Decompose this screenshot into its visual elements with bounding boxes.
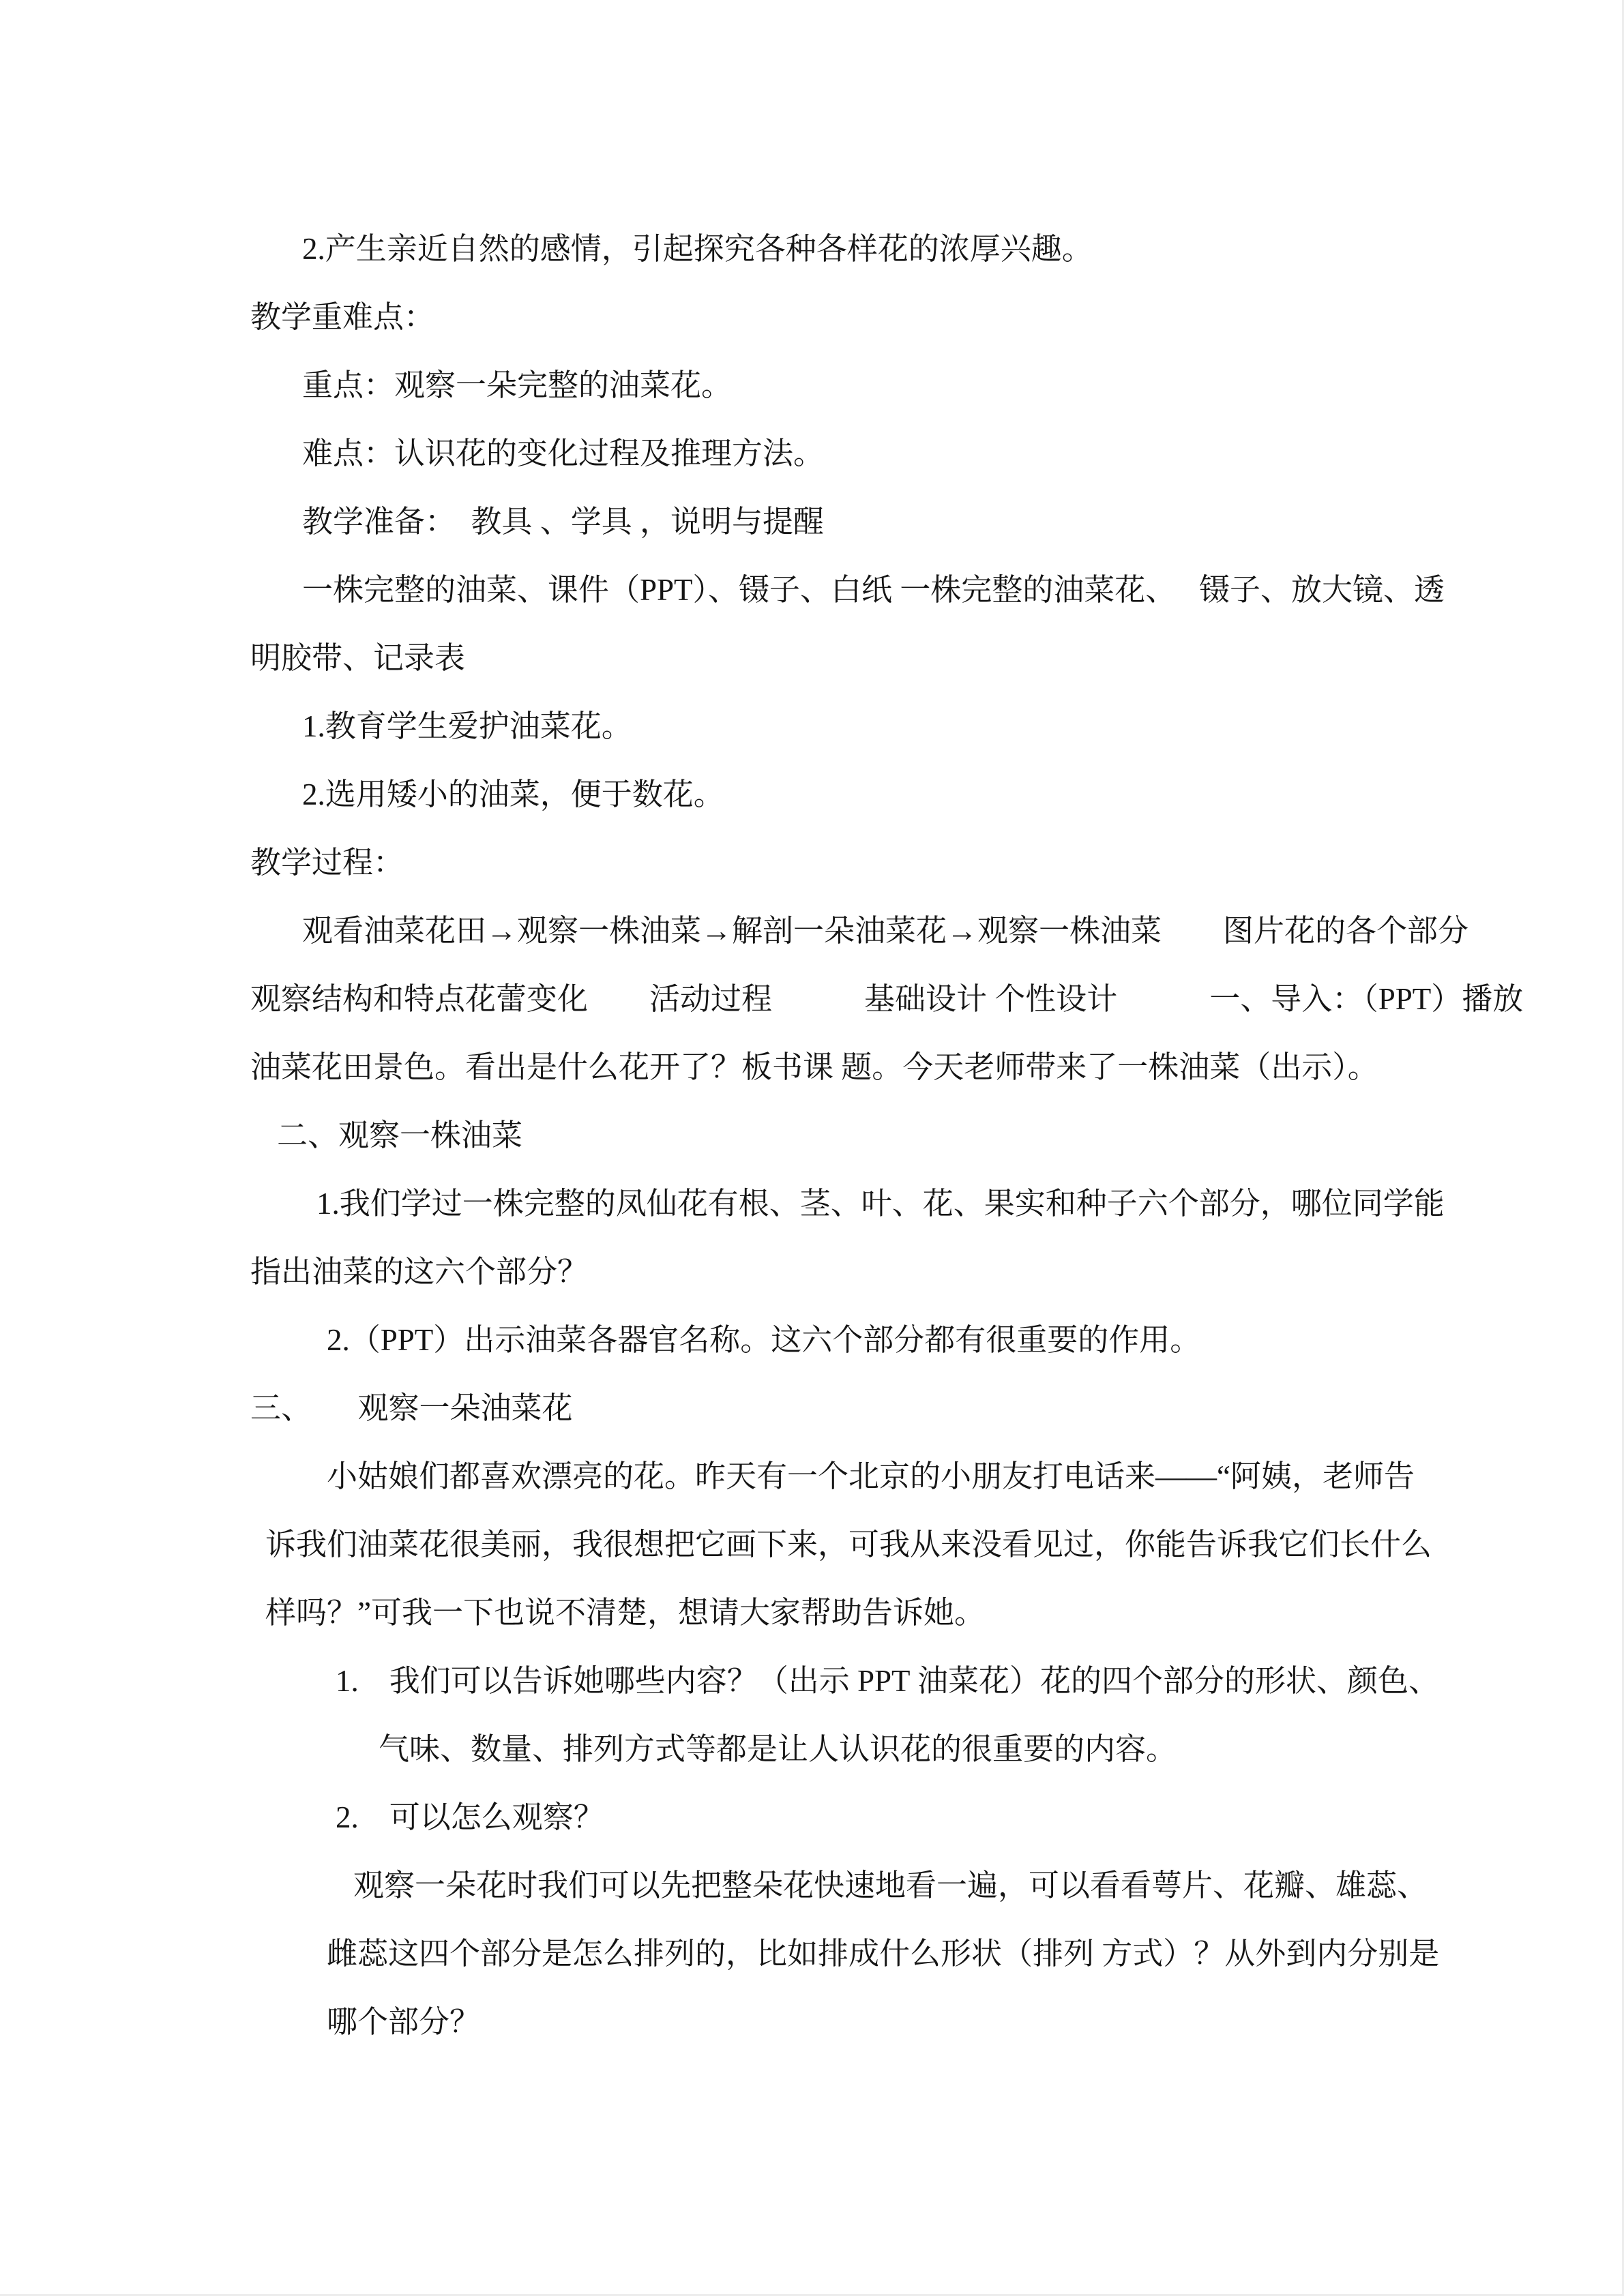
document-line: 观看油菜花田→观察一株油菜→解剖一朵油菜花→观察一株油菜 图片花的各个部分 — [302, 914, 1469, 948]
document-line: 气味、数量、排列方式等都是让人认识花的很重要的内容。 — [379, 1732, 1177, 1766]
document-line: 明胶带、记录表 — [250, 641, 466, 675]
document-line: 2.选用矮小的油菜，便于数花。 — [302, 777, 724, 811]
document-line: 2.产生亲近自然的感情，引起探究各种各样花的浓厚兴趣。 — [302, 232, 1093, 266]
document-line: 1.我们学过一株完整的凤仙花有根、茎、叶、花、果实和种子六个部分，哪位同学能 — [316, 1187, 1445, 1221]
document-line: 难点：认识花的变化过程及推理方法。 — [302, 436, 825, 471]
document-line: 二、观察一株油菜 — [277, 1118, 523, 1152]
document-line: 1.教育学生爱护油菜花。 — [302, 709, 632, 743]
document-line: 观察结构和特点花蕾变化 活动过程 基础设计 个性设计 一、导入：（PPT）播放 — [250, 982, 1524, 1016]
document-line: 观察一朵花时我们可以先把整朵花快速地看一遍，可以看看萼片、花瓣、雄蕊、 — [353, 1868, 1428, 1903]
document-line: 教学重难点： — [250, 300, 435, 334]
document-line: 诉我们油菜花很美丽，我很想把它画下来，可我从来没看见过，你能告诉我它们长什么 — [265, 1527, 1432, 1562]
document-line: 指出油菜的这六个部分？ — [250, 1255, 589, 1289]
document-line: 三、 观察一朵油菜花 — [250, 1391, 573, 1425]
document-line: 雌蕊这四个部分是怎么排列的，比如排成什么形状（排列 方式）？从外到内分别是 — [327, 1937, 1440, 1971]
document-line: 教学准备： 教具 、学具 ，说明与提醒 — [302, 505, 825, 539]
document-line: 2. 可以怎么观察？ — [336, 1800, 604, 1834]
document-line: 油菜花田景色。看出是什么花开了？板书课 题。今天老师带来了一株油菜（出示）。 — [250, 1050, 1378, 1084]
document-line: 哪个部分？ — [327, 2005, 481, 2039]
document-line: 2.（PPT）出示油菜各器官名称。这六个部分都有很重要的作用。 — [327, 1323, 1201, 1357]
document-line: 重点：观察一朵完整的油菜花。 — [302, 368, 733, 402]
document-line: 教学过程： — [250, 846, 404, 880]
document-line: 样吗？”可我一下也说不清楚，想请大家帮助告诉她。 — [265, 1596, 985, 1630]
document-line: 小姑娘们都喜欢漂亮的花。昨天有一个北京的小朋友打电话来——“阿姨，老师告 — [327, 1459, 1415, 1493]
document-line: 一株完整的油菜、课件（PPT）、镊子、白纸 一株完整的油菜花、 镊子、放大镜、透 — [302, 573, 1445, 607]
text-block — [250, 215, 1524, 2056]
document-line: 1. 我们可以告诉她哪些内容？（出示 PPT 油菜花）花的四个部分的形状、颜色、 — [336, 1664, 1439, 1698]
